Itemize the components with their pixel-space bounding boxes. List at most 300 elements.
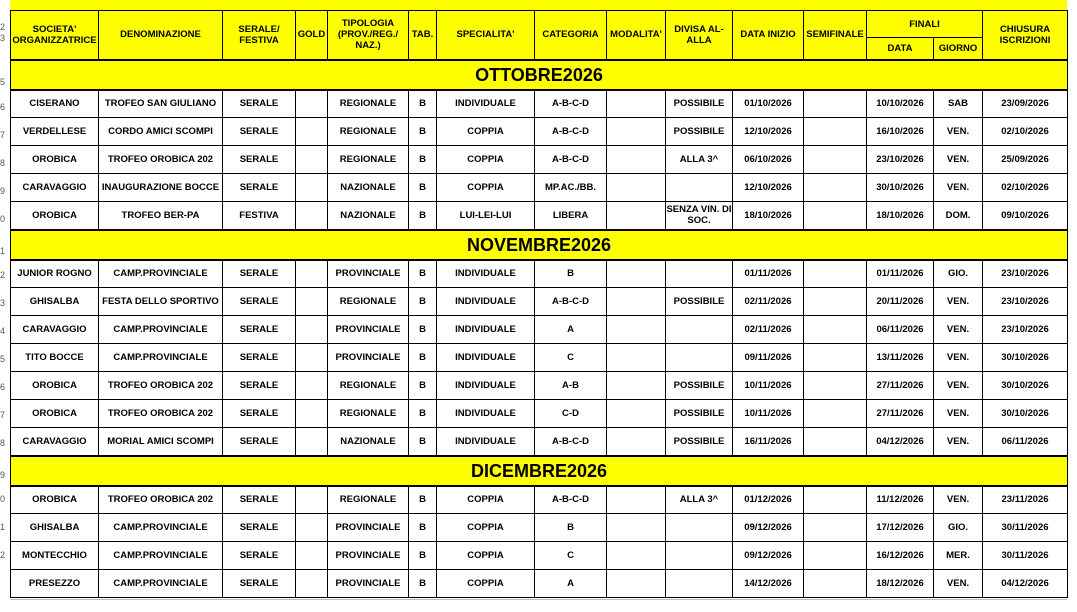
row-number[interactable]: 6: [0, 382, 6, 392]
cell-tipologia[interactable]: NAZIONALE: [328, 202, 409, 230]
cell-modalita[interactable]: [607, 260, 666, 288]
table-row: [11, 570, 1068, 598]
cell-specialita[interactable]: COPPIA: [437, 174, 535, 202]
cell-modalita[interactable]: [607, 316, 666, 344]
cell-serale-festiva[interactable]: SERALE: [223, 514, 296, 542]
cell-divisa[interactable]: [666, 260, 733, 288]
cell-serale-festiva[interactable]: SERALE: [223, 372, 296, 400]
cell-finali-data[interactable]: 10/10/2026: [867, 90, 934, 118]
cell-categoria[interactable]: A-B-C-D: [535, 288, 607, 316]
header-semifinale[interactable]: SEMIFINALE: [804, 11, 867, 60]
cell-societa[interactable]: OROBICA: [11, 486, 99, 514]
header-tipologia[interactable]: TIPOLOGIA (PROV./REG./ NAZ.): [328, 11, 409, 60]
cell-semifinale[interactable]: [804, 542, 867, 570]
cell-societa[interactable]: CARAVAGGIO: [11, 174, 99, 202]
cell-tab[interactable]: B: [409, 146, 437, 174]
table-end-line: [10, 599, 1067, 600]
cell-finali-data[interactable]: 18/10/2026: [867, 202, 934, 230]
cell-finali-data[interactable]: 18/12/2026: [867, 570, 934, 598]
cell-semifinale[interactable]: [804, 260, 867, 288]
cell-denominazione[interactable]: CAMP.PROVINCIALE: [99, 260, 223, 288]
cell-chiusura[interactable]: 09/10/2026: [983, 202, 1068, 230]
cell-chiusura[interactable]: 23/11/2026: [983, 486, 1068, 514]
cell-tab[interactable]: B: [409, 174, 437, 202]
header-specialita[interactable]: SPECIALITA': [437, 11, 535, 60]
cell-tab[interactable]: B: [409, 570, 437, 598]
cell-divisa[interactable]: [666, 316, 733, 344]
cell-modalita[interactable]: [607, 514, 666, 542]
cell-data-inizio[interactable]: 09/11/2026: [733, 344, 804, 372]
cell-divisa[interactable]: POSSIBILE: [666, 90, 733, 118]
cell-tab[interactable]: B: [409, 542, 437, 570]
cell-serale-festiva[interactable]: SERALE: [223, 260, 296, 288]
cell-semifinale[interactable]: [804, 174, 867, 202]
cell-categoria[interactable]: A-B-C-D: [535, 118, 607, 146]
row-number[interactable]: 3: [0, 298, 6, 308]
cell-specialita[interactable]: INDIVIDUALE: [437, 428, 535, 456]
cell-data-inizio[interactable]: 12/10/2026: [733, 118, 804, 146]
cell-specialita[interactable]: COPPIA: [437, 514, 535, 542]
cell-finali-data[interactable]: 06/11/2026: [867, 316, 934, 344]
header-tab[interactable]: TAB.: [409, 11, 437, 60]
cell-denominazione[interactable]: CAMP.PROVINCIALE: [99, 316, 223, 344]
cell-tipologia[interactable]: REGIONALE: [328, 486, 409, 514]
cell-serale-festiva[interactable]: SERALE: [223, 90, 296, 118]
row-number[interactable]: 2: [0, 270, 6, 280]
cell-data-inizio[interactable]: 01/11/2026: [733, 260, 804, 288]
cell-modalita[interactable]: [607, 146, 666, 174]
cell-divisa[interactable]: [666, 174, 733, 202]
cell-categoria[interactable]: A-B-C-D: [535, 486, 607, 514]
header-categoria[interactable]: CATEGORIA: [535, 11, 607, 60]
cell-gold[interactable]: [296, 316, 328, 344]
header-finali[interactable]: FINALI: [867, 11, 983, 38]
cell-tab[interactable]: B: [409, 428, 437, 456]
cell-semifinale[interactable]: [804, 514, 867, 542]
cell-finali-giorno[interactable]: VEN.: [934, 118, 983, 146]
cell-modalita[interactable]: [607, 174, 666, 202]
cell-societa[interactable]: TITO BOCCE: [11, 344, 99, 372]
cell-data-inizio[interactable]: 06/10/2026: [733, 146, 804, 174]
cell-semifinale[interactable]: [804, 288, 867, 316]
row-number-column: [0, 0, 9, 612]
cell-serale-festiva[interactable]: SERALE: [223, 570, 296, 598]
row-number[interactable]: 7: [0, 130, 6, 140]
cell-serale-festiva[interactable]: FESTIVA: [223, 202, 296, 230]
cell-data-inizio[interactable]: 02/11/2026: [733, 316, 804, 344]
header-chiusura[interactable]: CHIUSURA ISCRIZIONI: [983, 11, 1068, 60]
cell-chiusura[interactable]: 30/10/2026: [983, 344, 1068, 372]
cell-categoria[interactable]: A-B-C-D: [535, 90, 607, 118]
cell-divisa[interactable]: POSSIBILE: [666, 400, 733, 428]
cell-gold[interactable]: [296, 288, 328, 316]
cell-categoria[interactable]: B: [535, 260, 607, 288]
row-number[interactable]: 2: [0, 550, 6, 560]
cell-semifinale[interactable]: [804, 400, 867, 428]
cell-serale-festiva[interactable]: SERALE: [223, 316, 296, 344]
cell-finali-data[interactable]: 13/11/2026: [867, 344, 934, 372]
cell-categoria[interactable]: A: [535, 570, 607, 598]
cell-divisa[interactable]: ALLA 3^: [666, 146, 733, 174]
cell-tipologia[interactable]: REGIONALE: [328, 400, 409, 428]
cell-categoria[interactable]: C: [535, 542, 607, 570]
cell-divisa[interactable]: POSSIBILE: [666, 372, 733, 400]
cell-tipologia[interactable]: PROVINCIALE: [328, 542, 409, 570]
cell-gold[interactable]: [296, 570, 328, 598]
cell-finali-data[interactable]: 30/10/2026: [867, 174, 934, 202]
cell-specialita[interactable]: INDIVIDUALE: [437, 90, 535, 118]
cell-serale-festiva[interactable]: SERALE: [223, 288, 296, 316]
cell-modalita[interactable]: [607, 400, 666, 428]
cell-divisa[interactable]: POSSIBILE: [666, 288, 733, 316]
cell-specialita[interactable]: INDIVIDUALE: [437, 260, 535, 288]
cell-finali-data[interactable]: 27/11/2026: [867, 372, 934, 400]
table-row: [11, 542, 1068, 570]
month-row: [11, 230, 1068, 260]
cell-societa[interactable]: OROBICA: [11, 146, 99, 174]
row-number[interactable]: 3: [0, 33, 6, 43]
cell-finali-data[interactable]: 20/11/2026: [867, 288, 934, 316]
cell-divisa[interactable]: [666, 542, 733, 570]
cell-data-inizio[interactable]: 09/12/2026: [733, 514, 804, 542]
cell-denominazione[interactable]: CORDO AMICI SCOMPI: [99, 118, 223, 146]
row-number[interactable]: 2: [0, 22, 6, 32]
table-row: [11, 174, 1068, 202]
cell-finali-data[interactable]: 04/12/2026: [867, 428, 934, 456]
cell-denominazione[interactable]: TROFEO SAN GIULIANO: [99, 90, 223, 118]
cell-modalita[interactable]: [607, 486, 666, 514]
row-number[interactable]: 4: [0, 326, 6, 336]
cell-semifinale[interactable]: [804, 146, 867, 174]
cell-gold[interactable]: [296, 514, 328, 542]
cell-finali-data[interactable]: 23/10/2026: [867, 146, 934, 174]
cell-specialita[interactable]: COPPIA: [437, 570, 535, 598]
cell-serale-festiva[interactable]: SERALE: [223, 428, 296, 456]
cell-tab[interactable]: B: [409, 486, 437, 514]
cell-tab[interactable]: B: [409, 90, 437, 118]
row-number[interactable]: 6: [0, 102, 6, 112]
cell-categoria[interactable]: C: [535, 344, 607, 372]
table-row: [11, 428, 1068, 456]
cell-denominazione[interactable]: TROFEO OROBICA 202: [99, 146, 223, 174]
row-number[interactable]: 9: [0, 470, 6, 480]
cell-semifinale[interactable]: [804, 118, 867, 146]
cell-modalita[interactable]: [607, 428, 666, 456]
cell-tipologia[interactable]: PROVINCIALE: [328, 344, 409, 372]
cell-denominazione[interactable]: INAUGURAZIONE BOCCE: [99, 174, 223, 202]
cell-finali-data[interactable]: 27/11/2026: [867, 400, 934, 428]
cell-categoria[interactable]: LIBERA: [535, 202, 607, 230]
cell-modalita[interactable]: [607, 90, 666, 118]
cell-finali-giorno[interactable]: VEN.: [934, 400, 983, 428]
cell-tab[interactable]: B: [409, 118, 437, 146]
header-data-inizio[interactable]: DATA INIZIO: [733, 11, 804, 60]
cell-finali-giorno[interactable]: DOM.: [934, 202, 983, 230]
cell-modalita[interactable]: [607, 118, 666, 146]
cell-categoria[interactable]: A-B: [535, 372, 607, 400]
cell-categoria[interactable]: C-D: [535, 400, 607, 428]
cell-tipologia[interactable]: REGIONALE: [328, 118, 409, 146]
cell-tab[interactable]: B: [409, 260, 437, 288]
cell-finali-data[interactable]: 16/10/2026: [867, 118, 934, 146]
cell-gold[interactable]: [296, 260, 328, 288]
cell-finali-giorno[interactable]: VEN.: [934, 486, 983, 514]
row-number[interactable]: 8: [0, 158, 6, 168]
table-row: [11, 118, 1068, 146]
table-row: [11, 202, 1068, 230]
cell-denominazione[interactable]: TROFEO OROBICA 202: [99, 400, 223, 428]
cell-divisa[interactable]: [666, 344, 733, 372]
table-row: [11, 486, 1068, 514]
cell-denominazione[interactable]: TROFEO BER-PA: [99, 202, 223, 230]
row-number[interactable]: 5: [0, 354, 6, 364]
cell-societa[interactable]: CARAVAGGIO: [11, 316, 99, 344]
cell-data-inizio[interactable]: 14/12/2026: [733, 570, 804, 598]
cell-data-inizio[interactable]: 09/12/2026: [733, 542, 804, 570]
cell-chiusura[interactable]: 23/10/2026: [983, 260, 1068, 288]
cell-data-inizio[interactable]: 01/10/2026: [733, 90, 804, 118]
row-number[interactable]: 8: [0, 438, 6, 448]
cell-chiusura[interactable]: 06/11/2026: [983, 428, 1068, 456]
cell-gold[interactable]: [296, 372, 328, 400]
cell-finali-giorno[interactable]: VEN.: [934, 316, 983, 344]
cell-societa[interactable]: OROBICA: [11, 400, 99, 428]
cell-data-inizio[interactable]: 16/11/2026: [733, 428, 804, 456]
cell-modalita[interactable]: [607, 570, 666, 598]
cell-societa[interactable]: CISERANO: [11, 90, 99, 118]
cell-tab[interactable]: B: [409, 288, 437, 316]
cell-specialita[interactable]: INDIVIDUALE: [437, 316, 535, 344]
cell-societa[interactable]: JUNIOR ROGNO: [11, 260, 99, 288]
cell-modalita[interactable]: [607, 542, 666, 570]
cell-finali-giorno[interactable]: MER.: [934, 542, 983, 570]
cell-finali-data[interactable]: 16/12/2026: [867, 542, 934, 570]
cell-specialita[interactable]: LUI-LEI-LUI: [437, 202, 535, 230]
cell-societa[interactable]: CARAVAGGIO: [11, 428, 99, 456]
cell-modalita[interactable]: [607, 288, 666, 316]
cell-specialita[interactable]: INDIVIDUALE: [437, 344, 535, 372]
cell-gold[interactable]: [296, 344, 328, 372]
table-row: [11, 372, 1068, 400]
cell-divisa[interactable]: POSSIBILE: [666, 118, 733, 146]
header-gold[interactable]: GOLD: [296, 11, 328, 60]
cell-specialita[interactable]: COPPIA: [437, 486, 535, 514]
cell-tab[interactable]: B: [409, 514, 437, 542]
cell-chiusura[interactable]: 04/12/2026: [983, 570, 1068, 598]
cell-denominazione[interactable]: CAMP.PROVINCIALE: [99, 344, 223, 372]
cell-finali-giorno[interactable]: GIO.: [934, 514, 983, 542]
cell-divisa[interactable]: ALLA 3^: [666, 486, 733, 514]
cell-finali-giorno[interactable]: VEN.: [934, 372, 983, 400]
table-row: [11, 514, 1068, 542]
cell-data-inizio[interactable]: 10/11/2026: [733, 372, 804, 400]
cell-gold[interactable]: [296, 118, 328, 146]
cell-denominazione[interactable]: TROFEO OROBICA 202: [99, 372, 223, 400]
table-body: [11, 60, 1068, 598]
cell-societa[interactable]: GHISALBA: [11, 288, 99, 316]
cell-tipologia[interactable]: REGIONALE: [328, 372, 409, 400]
cell-gold[interactable]: [296, 146, 328, 174]
cell-finali-giorno[interactable]: VEN.: [934, 146, 983, 174]
cell-finali-data[interactable]: 01/11/2026: [867, 260, 934, 288]
month-title[interactable]: NOVEMBRE2026: [11, 230, 1068, 260]
cell-divisa[interactable]: [666, 570, 733, 598]
row-number[interactable]: 0: [0, 494, 6, 504]
cell-tipologia[interactable]: NAZIONALE: [328, 174, 409, 202]
header-societa[interactable]: SOCIETA' ORGANIZZATRICE: [11, 11, 99, 60]
cell-categoria[interactable]: A: [535, 316, 607, 344]
cell-tab[interactable]: B: [409, 372, 437, 400]
cell-tab[interactable]: B: [409, 316, 437, 344]
cell-tab[interactable]: B: [409, 202, 437, 230]
cell-finali-giorno[interactable]: SAB: [934, 90, 983, 118]
cell-denominazione[interactable]: CAMP.PROVINCIALE: [99, 542, 223, 570]
cell-chiusura[interactable]: 30/10/2026: [983, 400, 1068, 428]
cell-tipologia[interactable]: NAZIONALE: [328, 428, 409, 456]
header-finali-giorno[interactable]: GIORNO: [934, 38, 983, 60]
cell-serale-festiva[interactable]: SERALE: [223, 400, 296, 428]
cell-societa[interactable]: PRESEZZO: [11, 570, 99, 598]
cell-data-inizio[interactable]: 18/10/2026: [733, 202, 804, 230]
cell-finali-giorno[interactable]: VEN.: [934, 174, 983, 202]
cell-divisa[interactable]: [666, 514, 733, 542]
cell-gold[interactable]: [296, 542, 328, 570]
cell-modalita[interactable]: [607, 372, 666, 400]
cell-tab[interactable]: B: [409, 400, 437, 428]
cell-finali-giorno[interactable]: VEN.: [934, 344, 983, 372]
cell-chiusura[interactable]: 25/09/2026: [983, 146, 1068, 174]
cell-modalita[interactable]: [607, 344, 666, 372]
cell-chiusura[interactable]: 23/09/2026: [983, 90, 1068, 118]
cell-semifinale[interactable]: [804, 428, 867, 456]
cell-tipologia[interactable]: REGIONALE: [328, 90, 409, 118]
cell-societa[interactable]: OROBICA: [11, 372, 99, 400]
cell-data-inizio[interactable]: 10/11/2026: [733, 400, 804, 428]
cell-chiusura[interactable]: 30/11/2026: [983, 514, 1068, 542]
cell-tipologia[interactable]: PROVINCIALE: [328, 570, 409, 598]
cell-gold[interactable]: [296, 202, 328, 230]
cell-specialita[interactable]: INDIVIDUALE: [437, 400, 535, 428]
month-title[interactable]: OTTOBRE2026: [11, 60, 1068, 90]
cell-chiusura[interactable]: 30/11/2026: [983, 542, 1068, 570]
cell-gold[interactable]: [296, 428, 328, 456]
table-row: [11, 146, 1068, 174]
cell-tipologia[interactable]: PROVINCIALE: [328, 514, 409, 542]
cell-specialita[interactable]: COPPIA: [437, 146, 535, 174]
cell-modalita[interactable]: [607, 202, 666, 230]
cell-gold[interactable]: [296, 486, 328, 514]
cell-specialita[interactable]: COPPIA: [437, 118, 535, 146]
cell-tab[interactable]: B: [409, 344, 437, 372]
row-number[interactable]: 5: [0, 77, 6, 87]
cell-categoria[interactable]: MP.AC./BB.: [535, 174, 607, 202]
cell-semifinale[interactable]: [804, 316, 867, 344]
header-denominazione[interactable]: DENOMINAZIONE: [99, 11, 223, 60]
cell-categoria[interactable]: B: [535, 514, 607, 542]
cell-categoria[interactable]: A-B-C-D: [535, 146, 607, 174]
header-finali-data[interactable]: DATA: [867, 38, 934, 60]
cell-societa[interactable]: GHISALBA: [11, 514, 99, 542]
row-number[interactable]: 1: [0, 522, 6, 532]
row-number[interactable]: 7: [0, 410, 6, 420]
cell-tipologia[interactable]: PROVINCIALE: [328, 260, 409, 288]
header-modalita[interactable]: MODALITA': [607, 11, 666, 60]
row-number[interactable]: 9: [0, 186, 6, 196]
cell-semifinale[interactable]: [804, 570, 867, 598]
cell-semifinale[interactable]: [804, 372, 867, 400]
row-number[interactable]: 0: [0, 214, 6, 224]
cell-finali-data[interactable]: 17/12/2026: [867, 514, 934, 542]
table-row: [11, 400, 1068, 428]
cell-finali-giorno[interactable]: GIO.: [934, 260, 983, 288]
cell-societa[interactable]: OROBICA: [11, 202, 99, 230]
cell-denominazione[interactable]: MORIAL AMICI SCOMPI: [99, 428, 223, 456]
cell-specialita[interactable]: INDIVIDUALE: [437, 372, 535, 400]
cell-semifinale[interactable]: [804, 90, 867, 118]
cell-finali-giorno[interactable]: VEN.: [934, 570, 983, 598]
cell-tipologia[interactable]: REGIONALE: [328, 288, 409, 316]
cell-finali-data[interactable]: 11/12/2026: [867, 486, 934, 514]
cell-data-inizio[interactable]: 01/12/2026: [733, 486, 804, 514]
cell-serale-festiva[interactable]: SERALE: [223, 146, 296, 174]
cell-categoria[interactable]: A-B-C-D: [535, 428, 607, 456]
calendar-table: [10, 10, 1068, 598]
cell-serale-festiva[interactable]: SERALE: [223, 118, 296, 146]
month-row: [11, 456, 1068, 486]
cell-serale-festiva[interactable]: SERALE: [223, 344, 296, 372]
header-divisa[interactable]: DIVISA AL-ALLA: [666, 11, 733, 60]
row-number[interactable]: 1: [0, 246, 6, 256]
cell-gold[interactable]: [296, 400, 328, 428]
cell-tipologia[interactable]: PROVINCIALE: [328, 316, 409, 344]
cell-tipologia[interactable]: REGIONALE: [328, 146, 409, 174]
cell-denominazione[interactable]: TROFEO OROBICA 202: [99, 486, 223, 514]
cell-gold[interactable]: [296, 174, 328, 202]
cell-gold[interactable]: [296, 90, 328, 118]
cell-data-inizio[interactable]: 02/11/2026: [733, 288, 804, 316]
cell-divisa[interactable]: SENZA VIN. DI SOC.: [666, 202, 733, 230]
table-row: [11, 90, 1068, 118]
cell-divisa[interactable]: POSSIBILE: [666, 428, 733, 456]
cell-denominazione[interactable]: FESTA DELLO SPORTIVO: [99, 288, 223, 316]
cell-chiusura[interactable]: 30/10/2026: [983, 372, 1068, 400]
cell-data-inizio[interactable]: 12/10/2026: [733, 174, 804, 202]
cell-finali-giorno[interactable]: VEN.: [934, 288, 983, 316]
top-header-strip: [10, 0, 1067, 10]
cell-societa[interactable]: VERDELLESE: [11, 118, 99, 146]
cell-societa[interactable]: MONTECCHIO: [11, 542, 99, 570]
cell-semifinale[interactable]: [804, 202, 867, 230]
cell-denominazione[interactable]: CAMP.PROVINCIALE: [99, 570, 223, 598]
cell-denominazione[interactable]: CAMP.PROVINCIALE: [99, 514, 223, 542]
cell-finali-giorno[interactable]: VEN.: [934, 428, 983, 456]
cell-chiusura[interactable]: 23/10/2026: [983, 288, 1068, 316]
cell-serale-festiva[interactable]: SERALE: [223, 486, 296, 514]
cell-specialita[interactable]: INDIVIDUALE: [437, 288, 535, 316]
cell-chiusura[interactable]: 23/10/2026: [983, 316, 1068, 344]
cell-specialita[interactable]: COPPIA: [437, 542, 535, 570]
cell-chiusura[interactable]: 02/10/2026: [983, 118, 1068, 146]
header-serale-festiva[interactable]: SERALE/ FESTIVA: [223, 11, 296, 60]
month-title[interactable]: DICEMBRE2026: [11, 456, 1068, 486]
table-row: [11, 344, 1068, 372]
cell-serale-festiva[interactable]: SERALE: [223, 542, 296, 570]
cell-semifinale[interactable]: [804, 486, 867, 514]
cell-semifinale[interactable]: [804, 344, 867, 372]
table-row: [11, 260, 1068, 288]
cell-serale-festiva[interactable]: SERALE: [223, 174, 296, 202]
cell-chiusura[interactable]: 02/10/2026: [983, 174, 1068, 202]
